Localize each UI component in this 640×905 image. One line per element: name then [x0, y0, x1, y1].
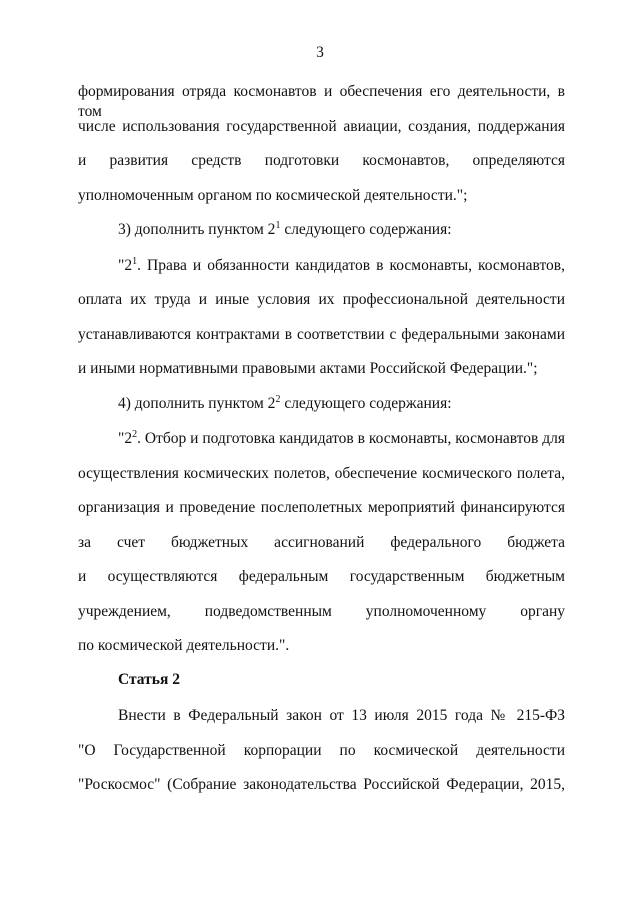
- text-line: "Роскосмос" (Собрание законодательства Российской Федерации, 2015,: [78, 776, 565, 793]
- text-line: и иными нормативными правовыми актами Российской Федерации.";: [78, 360, 538, 377]
- text-line: по космической деятельности.".: [78, 637, 290, 654]
- text-line: "О Государственной корпорации по космической деятельности: [78, 742, 565, 759]
- page-number: 3: [316, 44, 324, 61]
- text-line: "$2^2$. Отбор и подготовка кандидатов в космонавты, космонавтов для: [118, 429, 565, 447]
- text-line: учреждением, подведомственным уполномоченному органу: [78, 603, 565, 620]
- text-line: Внести в Федеральный закон от 13 июля 2015 года № 215-ФЗ: [118, 707, 565, 724]
- text-line: числе использования государственной авиации, создания, поддержания: [78, 118, 565, 135]
- article-heading: Статья 2: [118, 671, 180, 688]
- text-line: формирования отряда космонавтов и обеспечения его деятельности, в том: [78, 83, 565, 120]
- text-line: и развития средств подготовки космонавтов, определяются: [78, 152, 565, 169]
- text-line: за счет бюджетных ассигнований федерального бюджета: [78, 534, 565, 551]
- text-line: устанавливаются контрактами в соответствии с федеральными законами: [78, 326, 565, 343]
- text-line: и осуществляются федеральным государственным бюджетным: [78, 568, 565, 585]
- text-line: "$2^1$. Права и обязанности кандидатов в космонавты, космонавтов,: [118, 256, 565, 274]
- text-line: организация и проведение послеполетных мероприятий финансируются: [78, 499, 565, 516]
- text-line: осуществления космических полетов, обеспечение космического полета,: [78, 465, 565, 482]
- text-line: 4) дополнить пунктом $2^2$ следующего содержания:: [118, 394, 452, 412]
- text-line: уполномоченным органом по космической деятельности.";: [78, 187, 468, 204]
- text-line: 3) дополнить пунктом $2^1$ следующего содержания:: [118, 220, 452, 238]
- text-line: оплата их труда и иные условия их профессиональной деятельности: [78, 291, 565, 308]
